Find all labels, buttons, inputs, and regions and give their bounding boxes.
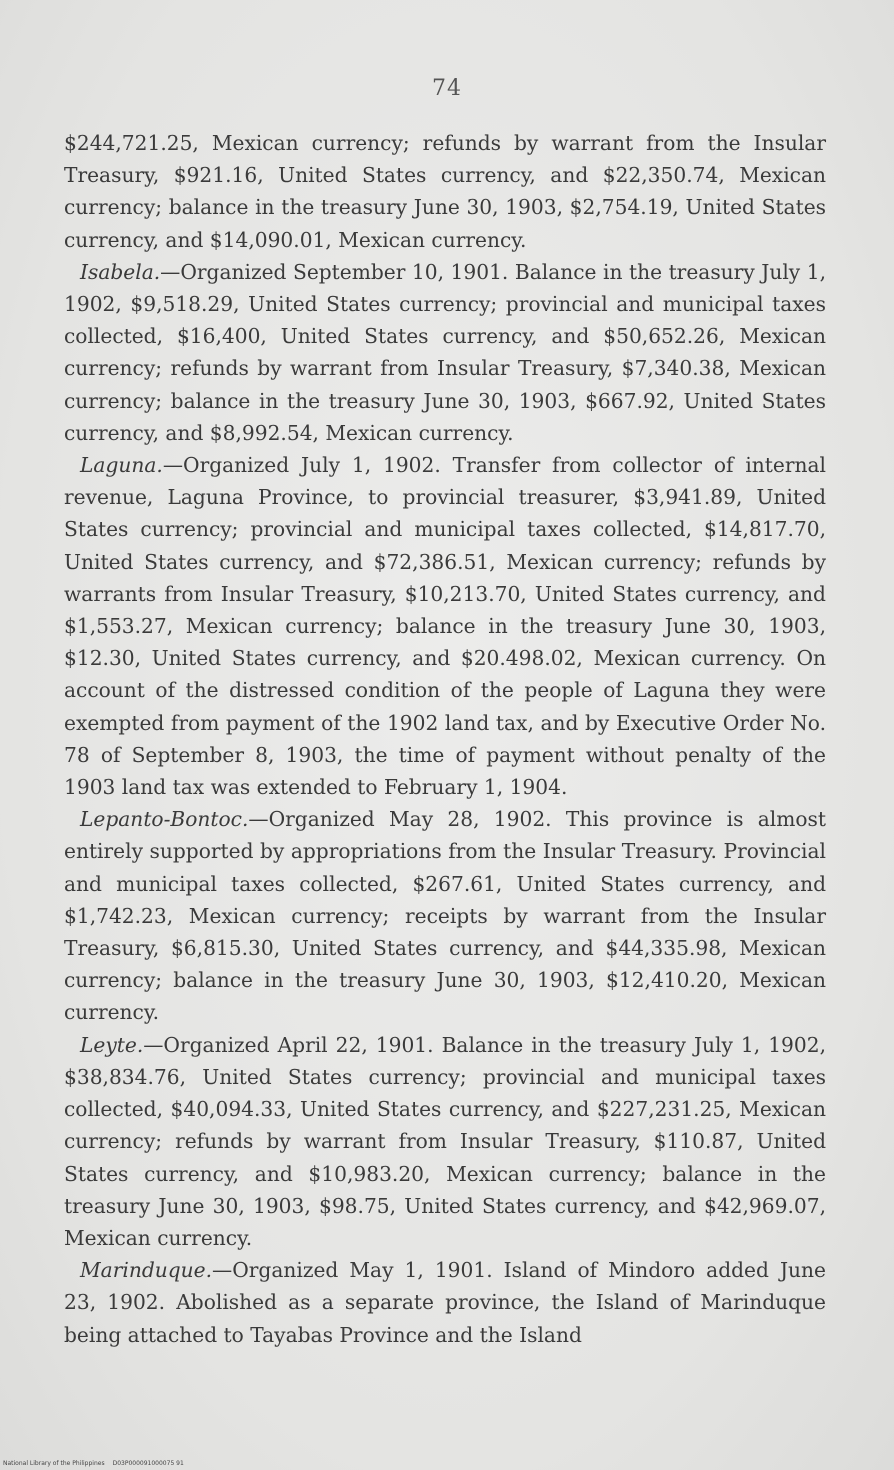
page-number: 74 [432,76,462,101]
paragraph-leyte [64,1029,826,1254]
footer-library-name: National Library of the Philippines [3,1460,105,1467]
footer-identifier: D03P000091000075 91 [112,1460,184,1467]
paragraph-continuation [64,127,826,256]
paragraph-text: —Organized May 1, 1901. Island of Mindoro added June 23, 1902. Abolished as a separate province, the Island of Marinduque being attached to Tayabas Province and the Island [64,1258,826,1347]
province-name: Isabela. [80,259,161,284]
paragraph-text: $244,721.25, Mexican currency; refunds by warrant from the Insular Treasury, $921.16, United States currency, and $22,350.74, Mexican currency; balance in the treasury June 30, 1903, $2,754.19, United States currency, and $14,090.01, Mexican currency. [64,131,826,252]
province-name: Leyte. [80,1032,144,1057]
province-name: Marinduque. [80,1258,213,1283]
paragraph-isabela [64,256,826,449]
footer-credit [3,1460,184,1467]
paragraph-text: —Organized July 1, 1902. Transfer from collector of internal revenue, Laguna Province, to provincial treasurer, $3,941.89, United States currency; provincial and municipal taxes collected, $14,817.70, United States currency, and $72,386.51, Mexican currency; refunds by warrants from Insular Treasury, $10,213.70, United States currency, and $1,553.27, Mexican currency; balance in the treasury June 30, 1903, $12.30, United States currency, and $20.498.02, Mexican currency. On account of the distressed condition of the people of Laguna they were exempted from payment of the 1902 land tax, and by Executive Order No. 78 of September 8, 1903, the time of payment without penalty of the 1903 land tax was extended to February 1, 1904. [64,453,826,800]
paragraph-marinduque [64,1254,826,1351]
paragraph-lepanto-bontoc [64,803,826,1028]
paragraph-text: —Organized April 22, 1901. Balance in the treasury July 1, 1902, $38,834.76, United States currency; provincial and municipal taxes collected, $40,094.33, United States currency, and $227,231.25, Mexican currency; refunds by warrant from Insular Treasury, $110.87, United States currency, and $10,983.20, Mexican currency; balance in the treasury June 30, 1903, $98.75, United States currency, and $42,969.07, Mexican currency. [64,1032,826,1250]
province-name: Laguna. [80,453,163,478]
paragraph-text: —Organized September 10, 1901. Balance in the treasury July 1, 1902, $9,518.29, United States currency; provincial and municipal taxes collected, $16,400, United States currency, and $50,652.26, Mexican currency; refunds by warrant from Insular Treasury, $7,340.38, Mexican currency; balance in the treasury June 30, 1903, $667.92, United States currency, and $8,992.54, Mexican currency. [64,259,826,445]
paragraph-text: —Organized May 28, 1902. This province is almost entirely supported by appropriations from the Insular Treasury. Provincial and municipal taxes collected, $267.61, United States currency, and $1,742.23, Mexican currency; receipts by warrant from the Insular Treasury, $6,815.30, United States currency, and $44,335.98, Mexican currency; balance in the treasury June 30, 1903, $12,410.20, Mexican currency. [64,807,826,1025]
body-text [64,127,826,1351]
paragraph-laguna [64,449,826,803]
province-name: Lepanto-Bontoc. [80,807,249,832]
